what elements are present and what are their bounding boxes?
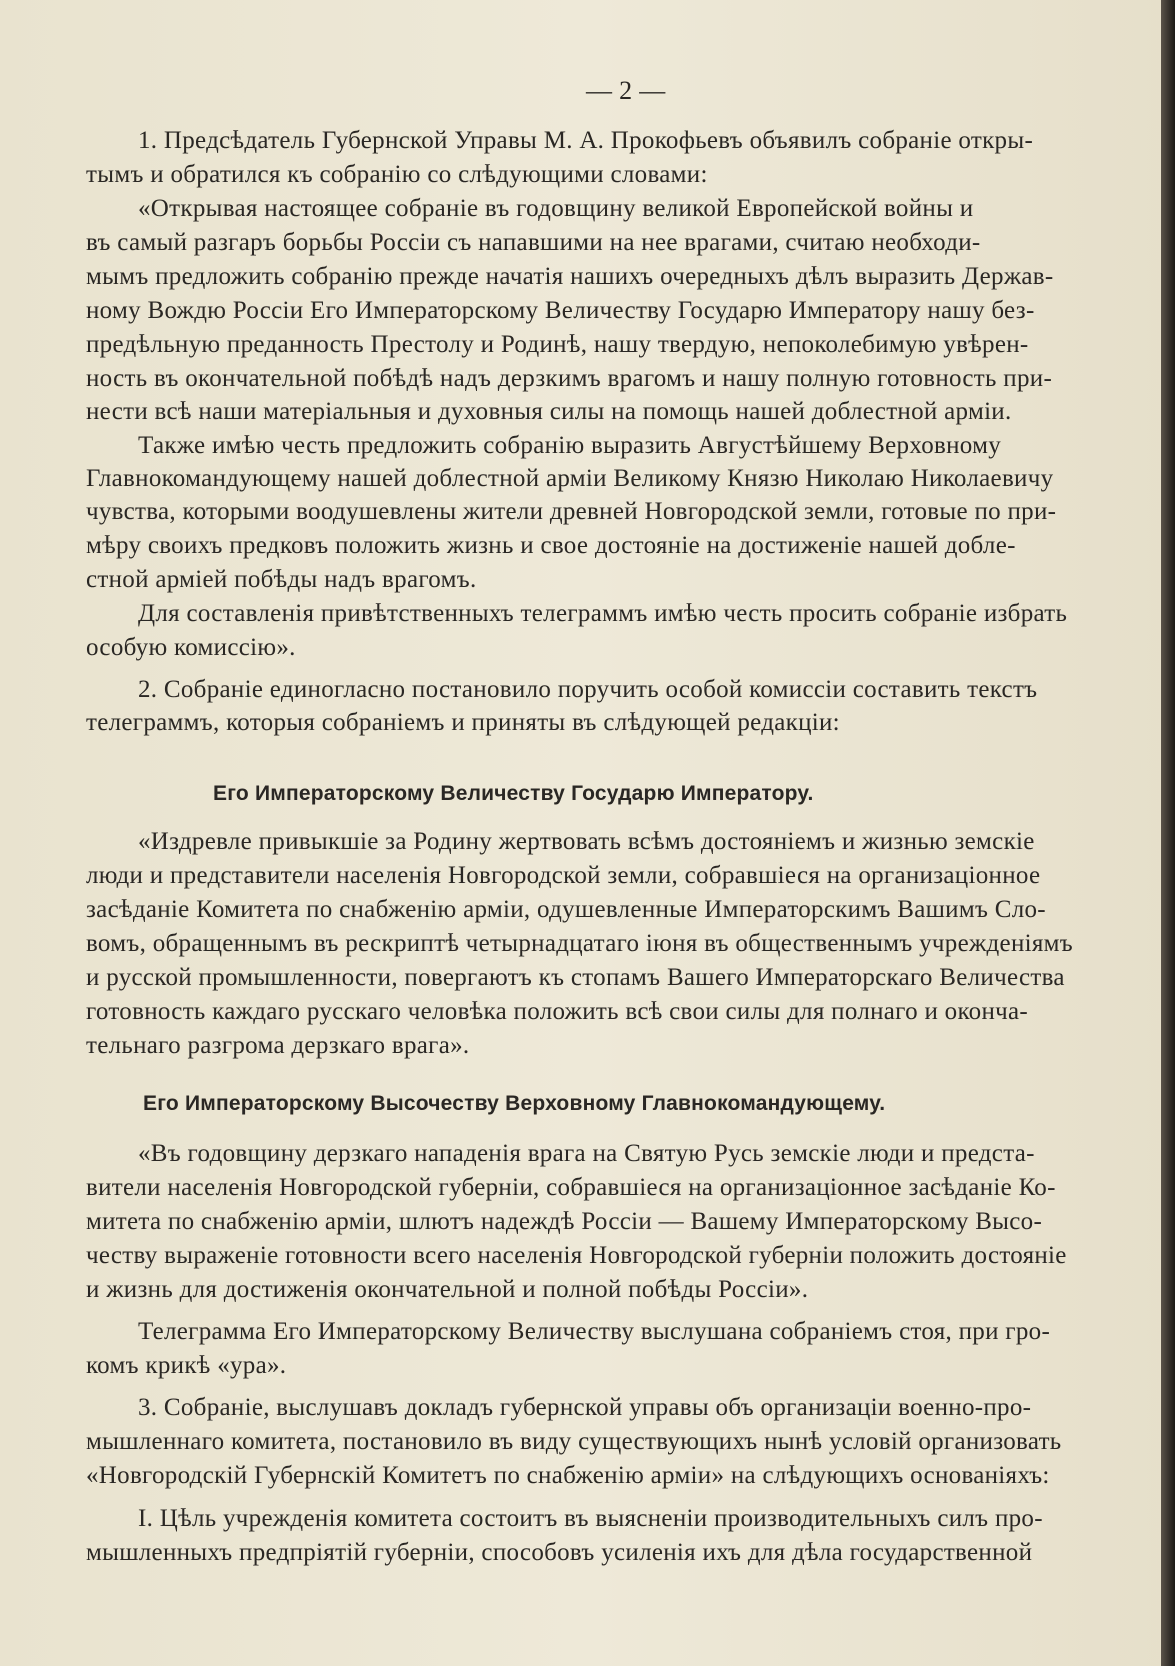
text-line: стной арміей побѣды надъ врагомъ. — [86, 566, 477, 593]
text-line: тымъ и обратился къ собранію со слѣдующими словами: — [86, 161, 708, 188]
text-line: комъ крикѣ «ура». — [86, 1352, 287, 1379]
text-line: нести всѣ наши матеріальныя и духовныя силы на помощь нашей доблестной арміи. — [86, 398, 1012, 425]
text-line: Для составленія привѣтственныхъ телеграммъ имѣю честь просить собраніе избрать — [138, 600, 1068, 627]
text-line: «Издревле привыкшіе за Родину жертвовать всѣмъ достояніемъ и жизнью земскіе — [138, 828, 1035, 855]
text-line: предѣльную преданность Престолу и Родинѣ, нашу твердую, непоколебимую увѣрен- — [86, 331, 1029, 358]
text-line: чувства, которыми воодушевлены жители древней Новгородской земли, готовые по при- — [86, 498, 1057, 525]
text-line: телеграммъ, которыя собраніемъ и приняты въ слѣдующей редакціи: — [86, 709, 840, 736]
text-line: ному Вождю Россіи Его Императорскому Величеству Государю Императору нашу без- — [86, 297, 1035, 324]
text-line: I. Цѣль учрежденія комитета состоитъ въ выясненіи производительныхъ силъ про- — [138, 1505, 1043, 1532]
text-line: 1. Предсѣдатель Губернской Управы М. А. Прокофьевъ объявилъ собраніе откры- — [138, 127, 1034, 154]
text-line: «Открывая настоящее собраніе въ годовщину великой Европейской войны и — [138, 195, 974, 222]
text-line: въ самый разгаръ борьбы Россіи съ напавшими на нее врагами, считаю необходи- — [86, 229, 981, 256]
text-line: «Новгородскій Губернскій Комитетъ по снабженію арміи» на слѣдующихъ основаніяхъ: — [86, 1462, 1050, 1489]
text-line: особую комиссію». — [86, 634, 296, 661]
document-text — [86, 0, 1168, 1666]
text-line: вомъ, обращеннымъ въ рескриптѣ четырнадцатаго іюня въ общественнымъ учрежденіямъ — [86, 930, 1074, 957]
text-line: мѣру своихъ предковъ положить жизнь и свое достояніе на достиженіе нашей добле- — [86, 532, 1016, 559]
text-line: готовность каждаго русскаго человѣка положить всѣ свои силы для полнаго и оконча- — [86, 998, 1029, 1025]
text-line: мышленныхъ предпріятій губерніи, способовъ усиленія ихъ для дѣла государственной — [86, 1539, 1033, 1566]
text-line: честву выраженіе готовности всего населенія Новгородской губерніи положить достояніе — [86, 1242, 1067, 1269]
text-line: люди и представители населенія Новгородской земли, собравшіеся на организаціонное — [86, 862, 1041, 889]
text-line: Главнокомандующему нашей доблестной арміи Великому Князю Николаю Николаевичу — [86, 465, 1054, 492]
telegram-heading: Его Императорскому Высочеству Верховному Главнокомандующему. — [143, 1092, 886, 1115]
page-number: — 2 — — [586, 76, 666, 105]
text-line: и русской промышленности, повергаютъ къ стопамъ Вашего Императорскаго Величества — [86, 964, 1065, 991]
text-line: 3. Собраніе, выслушавъ докладъ губернской управы объ организаціи военно-про- — [138, 1394, 1032, 1421]
text-line: «Въ годовщину дерзкаго нападенія врага на Святую Русь земскіе люди и предста- — [138, 1140, 1035, 1167]
text-line: митета по снабженію арміи, шлютъ надеждѣ Россіи — Вашему Императорскому Высо- — [86, 1208, 1043, 1235]
text-line: мымъ предложить собранію прежде начатія нашихъ очередныхъ дѣлъ выразить Держав- — [86, 263, 1054, 290]
text-line: вители населенія Новгородской губерніи, собравшіеся на организаціонное засѣданіе Ко- — [86, 1174, 1056, 1201]
text-line: 2. Собраніе единогласно постановило поручить особой комиссіи составить текстъ — [138, 676, 1038, 703]
text-line: Телеграмма Его Императорскому Величеству выслушана собраніемъ стоя, при гро- — [138, 1318, 1051, 1345]
text-line: и жизнь для достиженія окончательной и полной побѣды Россіи». — [86, 1276, 809, 1303]
text-line: ность въ окончательной побѣдѣ надъ дерзкимъ врагомъ и нашу полную готовность при- — [86, 365, 1053, 392]
text-line: засѣданіе Комитета по снабженію арміи, одушевленные Императорскимъ Вашимъ Сло- — [86, 896, 1046, 923]
text-line: мышленнаго комитета, постановило въ виду существующихъ нынѣ условій организовать — [86, 1428, 1062, 1455]
text-line: тельнаго разгрома дерзкаго врага». — [86, 1032, 470, 1059]
telegram-heading: Его Императорскому Величеству Государю Императору. — [213, 782, 814, 805]
text-line: Также имѣю честь предложить собранію выразить Августѣйшему Верховному — [138, 432, 1002, 459]
